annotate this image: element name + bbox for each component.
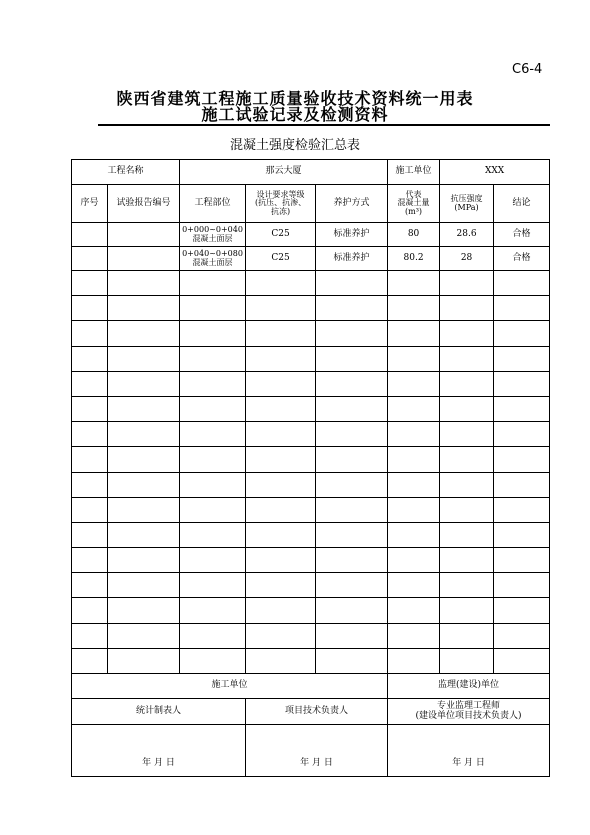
empty-cell — [180, 346, 246, 371]
empty-cell — [388, 573, 440, 598]
table-row — [72, 223, 550, 247]
cell-design-grade: C25 — [246, 247, 316, 271]
empty-cell — [180, 548, 246, 573]
empty-cell — [440, 623, 494, 648]
empty-cell — [316, 522, 388, 547]
empty-cell — [440, 522, 494, 547]
empty-cell — [440, 296, 494, 321]
empty-cell — [246, 598, 316, 623]
empty-cell — [316, 371, 388, 396]
construction-unit-value: XXX — [440, 160, 550, 185]
empty-cell — [494, 396, 550, 421]
empty-cell — [388, 548, 440, 573]
footer-construction-unit-label: 施工单位 — [72, 674, 388, 699]
empty-cell — [72, 522, 108, 547]
table-row — [72, 271, 550, 296]
empty-cell — [180, 573, 246, 598]
col-design-grade: 设计要求等级 (抗压、抗渗、 抗冻) — [246, 185, 316, 223]
empty-cell — [180, 522, 246, 547]
empty-cell — [494, 522, 550, 547]
cell-part: 0+040~0+080 混凝土面层 — [180, 247, 246, 271]
empty-cell — [180, 422, 246, 447]
empty-cell — [72, 497, 108, 522]
empty-cell — [388, 346, 440, 371]
page-title: 陕西省建筑工程施工质量验收技术资料统一用表 — [116, 89, 474, 108]
empty-cell — [494, 447, 550, 472]
empty-cell — [108, 573, 180, 598]
footer-role-row — [72, 699, 550, 725]
table-row — [72, 346, 550, 371]
empty-cell — [72, 422, 108, 447]
title-divider — [98, 124, 550, 126]
empty-cell — [72, 598, 108, 623]
empty-cell — [72, 548, 108, 573]
empty-cell — [440, 497, 494, 522]
empty-cell — [494, 497, 550, 522]
empty-cell — [108, 422, 180, 447]
empty-cell — [388, 598, 440, 623]
col-report-no: 试验报告编号 — [108, 185, 180, 223]
empty-cell — [180, 447, 246, 472]
empty-cell — [72, 573, 108, 598]
table-row — [72, 472, 550, 497]
cell-curing: 标准养护 — [316, 223, 388, 247]
empty-cell — [494, 271, 550, 296]
empty-cell — [388, 321, 440, 346]
empty-cell — [246, 422, 316, 447]
table-row — [72, 247, 550, 271]
summary-table — [71, 159, 550, 777]
preparer-date: 年 月 日 — [72, 725, 246, 777]
cell-design-grade: C25 — [246, 223, 316, 247]
table-row — [72, 371, 550, 396]
supervisor-label: 专业监理工程师 (建设单位项目技术负责人) — [388, 699, 550, 725]
empty-cell — [494, 346, 550, 371]
empty-cell — [246, 522, 316, 547]
page-subtitle: 施工试验记录及检测资料 — [201, 105, 389, 124]
cell-volume: 80.2 — [388, 247, 440, 271]
footer-sign-row — [72, 725, 550, 777]
empty-cell — [494, 296, 550, 321]
empty-cell — [180, 271, 246, 296]
empty-cell — [316, 472, 388, 497]
empty-cell — [316, 447, 388, 472]
empty-cell — [494, 422, 550, 447]
empty-cell — [108, 371, 180, 396]
info-row — [72, 160, 550, 185]
empty-cell — [316, 321, 388, 346]
empty-cell — [246, 396, 316, 421]
table-row — [72, 623, 550, 648]
cell-conclusion: 合格 — [494, 247, 550, 271]
empty-cell — [72, 648, 108, 673]
empty-cell — [246, 271, 316, 296]
empty-cell — [316, 623, 388, 648]
empty-cell — [108, 472, 180, 497]
tech-lead-label: 项目技术负责人 — [246, 699, 388, 725]
table-row — [72, 296, 550, 321]
empty-cell — [316, 648, 388, 673]
cell-report-no — [108, 247, 180, 271]
empty-cell — [108, 548, 180, 573]
cell-strength: 28.6 — [440, 223, 494, 247]
empty-cell — [494, 371, 550, 396]
col-conclusion: 结论 — [494, 185, 550, 223]
empty-cell — [180, 648, 246, 673]
empty-cell — [72, 472, 108, 497]
form-title: 混凝土强度检验汇总表 — [229, 138, 360, 153]
table-row — [72, 522, 550, 547]
form-code: C6-4 — [512, 62, 543, 77]
empty-cell — [108, 598, 180, 623]
table-row — [72, 573, 550, 598]
footer-supervision-unit-label: 监理(建设)单位 — [388, 674, 550, 699]
empty-cell — [72, 396, 108, 421]
empty-cell — [494, 648, 550, 673]
empty-cell — [388, 296, 440, 321]
cell-seq — [72, 223, 108, 247]
project-name-value: 那云大厦 — [180, 160, 388, 185]
empty-cell — [494, 623, 550, 648]
empty-cell — [72, 346, 108, 371]
empty-cell — [180, 623, 246, 648]
empty-cell — [72, 271, 108, 296]
preparer-label: 统计制表人 — [72, 699, 246, 725]
cell-curing: 标准养护 — [316, 247, 388, 271]
empty-cell — [316, 296, 388, 321]
empty-cell — [72, 296, 108, 321]
empty-cell — [108, 522, 180, 547]
col-volume: 代表 混凝土量 (m³) — [388, 185, 440, 223]
col-curing: 养护方式 — [316, 185, 388, 223]
empty-cell — [246, 346, 316, 371]
empty-cell — [388, 271, 440, 296]
empty-cell — [440, 548, 494, 573]
empty-cell — [440, 648, 494, 673]
empty-cell — [108, 321, 180, 346]
col-strength: 抗压强度 (MPa) — [440, 185, 494, 223]
table-row — [72, 548, 550, 573]
empty-cell — [316, 573, 388, 598]
empty-cell — [388, 396, 440, 421]
empty-cell — [180, 396, 246, 421]
empty-cell — [108, 623, 180, 648]
empty-rows — [72, 271, 550, 674]
empty-cell — [316, 422, 388, 447]
table-row — [72, 598, 550, 623]
empty-cell — [180, 296, 246, 321]
header-row — [72, 185, 550, 223]
empty-cell — [246, 497, 316, 522]
cell-seq — [72, 247, 108, 271]
table-row — [72, 447, 550, 472]
empty-cell — [440, 598, 494, 623]
cell-strength: 28 — [440, 247, 494, 271]
empty-cell — [494, 548, 550, 573]
empty-cell — [494, 573, 550, 598]
empty-cell — [72, 371, 108, 396]
empty-cell — [316, 497, 388, 522]
empty-cell — [246, 623, 316, 648]
cell-report-no — [108, 223, 180, 247]
empty-cell — [494, 598, 550, 623]
empty-cell — [494, 472, 550, 497]
empty-cell — [388, 371, 440, 396]
empty-cell — [316, 548, 388, 573]
empty-cell — [180, 371, 246, 396]
empty-cell — [388, 522, 440, 547]
empty-cell — [388, 472, 440, 497]
empty-cell — [388, 497, 440, 522]
empty-cell — [388, 648, 440, 673]
table-row — [72, 422, 550, 447]
empty-cell — [246, 548, 316, 573]
empty-cell — [246, 447, 316, 472]
empty-cell — [180, 472, 246, 497]
project-name-label: 工程名称 — [72, 160, 180, 185]
empty-cell — [108, 296, 180, 321]
table-row — [72, 497, 550, 522]
empty-cell — [108, 447, 180, 472]
table-row — [72, 321, 550, 346]
empty-cell — [246, 648, 316, 673]
empty-cell — [72, 321, 108, 346]
empty-cell — [440, 472, 494, 497]
footer-unit-row — [72, 674, 550, 699]
empty-cell — [180, 497, 246, 522]
empty-cell — [246, 472, 316, 497]
empty-cell — [440, 271, 494, 296]
empty-cell — [440, 371, 494, 396]
empty-cell — [108, 497, 180, 522]
cell-part: 0+000~0+040 混凝土面层 — [180, 223, 246, 247]
empty-cell — [180, 321, 246, 346]
col-seq: 序号 — [72, 185, 108, 223]
empty-cell — [440, 346, 494, 371]
empty-cell — [246, 321, 316, 346]
col-part: 工程部位 — [180, 185, 246, 223]
supervisor-date: 年 月 日 — [388, 725, 550, 777]
cell-conclusion: 合格 — [494, 223, 550, 247]
empty-cell — [72, 623, 108, 648]
empty-cell — [72, 447, 108, 472]
empty-cell — [440, 422, 494, 447]
empty-cell — [494, 321, 550, 346]
empty-cell — [108, 396, 180, 421]
empty-cell — [316, 598, 388, 623]
empty-cell — [180, 598, 246, 623]
cell-volume: 80 — [388, 223, 440, 247]
empty-cell — [108, 648, 180, 673]
empty-cell — [440, 447, 494, 472]
empty-cell — [388, 422, 440, 447]
empty-cell — [316, 346, 388, 371]
empty-cell — [246, 371, 316, 396]
empty-cell — [108, 271, 180, 296]
empty-cell — [388, 447, 440, 472]
construction-unit-label: 施工单位 — [388, 160, 440, 185]
table-row — [72, 396, 550, 421]
empty-cell — [440, 396, 494, 421]
empty-cell — [246, 296, 316, 321]
empty-cell — [388, 623, 440, 648]
empty-cell — [316, 271, 388, 296]
table-row — [72, 648, 550, 673]
empty-cell — [440, 321, 494, 346]
empty-cell — [246, 573, 316, 598]
empty-cell — [440, 573, 494, 598]
empty-cell — [316, 396, 388, 421]
tech-lead-date: 年 月 日 — [246, 725, 388, 777]
empty-cell — [108, 346, 180, 371]
